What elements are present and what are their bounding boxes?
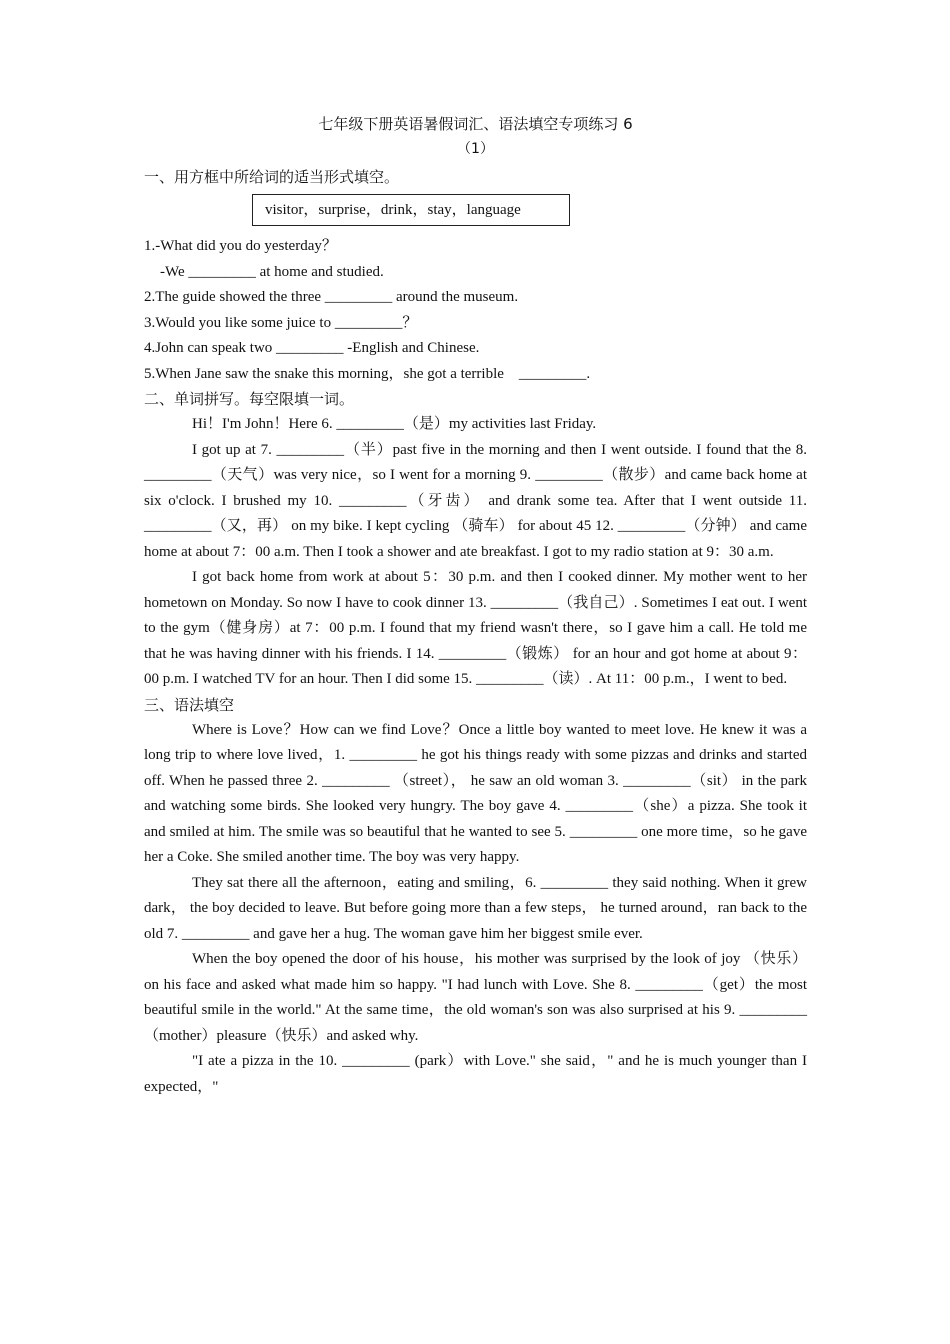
section2-heading: 二、单词拼写。每空限填一词。 <box>144 390 355 408</box>
section2-paragraph-2: I got up at 7. _________（半）past five in the morning and then I went outside. I found that the 8. _________（天气）was very nice，so I went for a morning 9. _________（散步）and came back home at six o'clock. I brushed my 10. _________（牙齿） and drank some tea. After that I went outside 11. _________（又，再） on my bike. I kept cycling （骑车） for about 45 12. _________（分钟） and came home at about 7：00 a.m. Then I took a shower and ate breakfast. I got to my radio station at 9：30 a.m. <box>144 441 807 560</box>
page-title: 七年级下册英语暑假词汇、语法填空专项练习 6 <box>318 115 633 133</box>
section3-paragraph-2: They sat there all the afternoon，eating and smiling，6. _________ they said nothing. When it grew dark， the boy decided to leave. But before going more than a few steps， he turned around，ran back to the old 7. _________ and gave her a hug. The woman gave him her biggest smile ever. <box>144 874 807 942</box>
question-4: 4.John can speak two _________ -English and Chinese. <box>144 340 480 356</box>
page-subtitle: （1） <box>457 141 494 157</box>
section1-heading: 一、用方框中所给词的适当形式填空。 <box>144 168 400 186</box>
section2-paragraph-3: I got back home from work at about 5：30 p.m. and then I cooked dinner. My mother went to her hometown on Monday. So now I have to cook dinner 13. _________（我自己）. Sometimes I eat out. I went to the gym（健身房）at 7：00 p.m. I found that my friend wasn't there，so I gave him a call. He told me that he was having dinner with his friends. I 14. _________（锻炼） for an hour and got home at about 9：00 p.m. I watched TV for an hour. Then I did some 15. _________（读）. At 11：00 p.m.，I went to bed. <box>144 569 807 687</box>
section3-heading: 三、语法填空 <box>144 695 235 714</box>
word-box: visitor，surprise，drink，stay，language <box>252 194 570 226</box>
section3-paragraph-4: "I ate a pizza in the 10. _________ (park）with Love." she said，" and he is much younger than I expected，" <box>144 1053 807 1095</box>
question-5: 5.When Jane saw the snake this morning，she got a terrible _________. <box>144 365 591 382</box>
question-1b: -We _________ at home and studied. <box>160 263 384 280</box>
document-content <box>144 112 807 1100</box>
question-2: 2.The guide showed the three _________ around the museum. <box>144 289 519 305</box>
section3-paragraph-1: Where is Love？How can we find Love？Once a little boy wanted to meet love. He knew it was a long trip to where love lived，1. _________ he got his things ready with some pizzas and drinks and started off. When he passed three 2. _________ （street）， he saw an old woman 3. _________（sit） in the park and watching some birds. She looked very hungry. The boy gave 4. _________（she）a pizza. She took it and smiled at him. The smile was so beautiful that he wanted to see 5. _________ one more time，so he gave her a Coke. She smiled another time. The boy was very happy. <box>144 721 807 865</box>
section3-paragraph-3: When the boy opened the door of his house，his mother was surprised by the look of joy （快乐） on his face and asked what made him so happy. "I had lunch with Love. She 8. _________（get）the most beautiful smile in the world." At the same time，the old woman's son was also surprised at his 9. _________（mother）pleasure（快乐）and asked why. <box>144 951 807 1044</box>
question-3: 3.Would you like some juice to _________？ <box>144 314 418 331</box>
question-1a: 1.-What did you do yesterday？ <box>144 238 337 254</box>
section2-paragraph-1: Hi！I'm John！Here 6. _________（是）my activities last Friday. <box>192 416 597 432</box>
